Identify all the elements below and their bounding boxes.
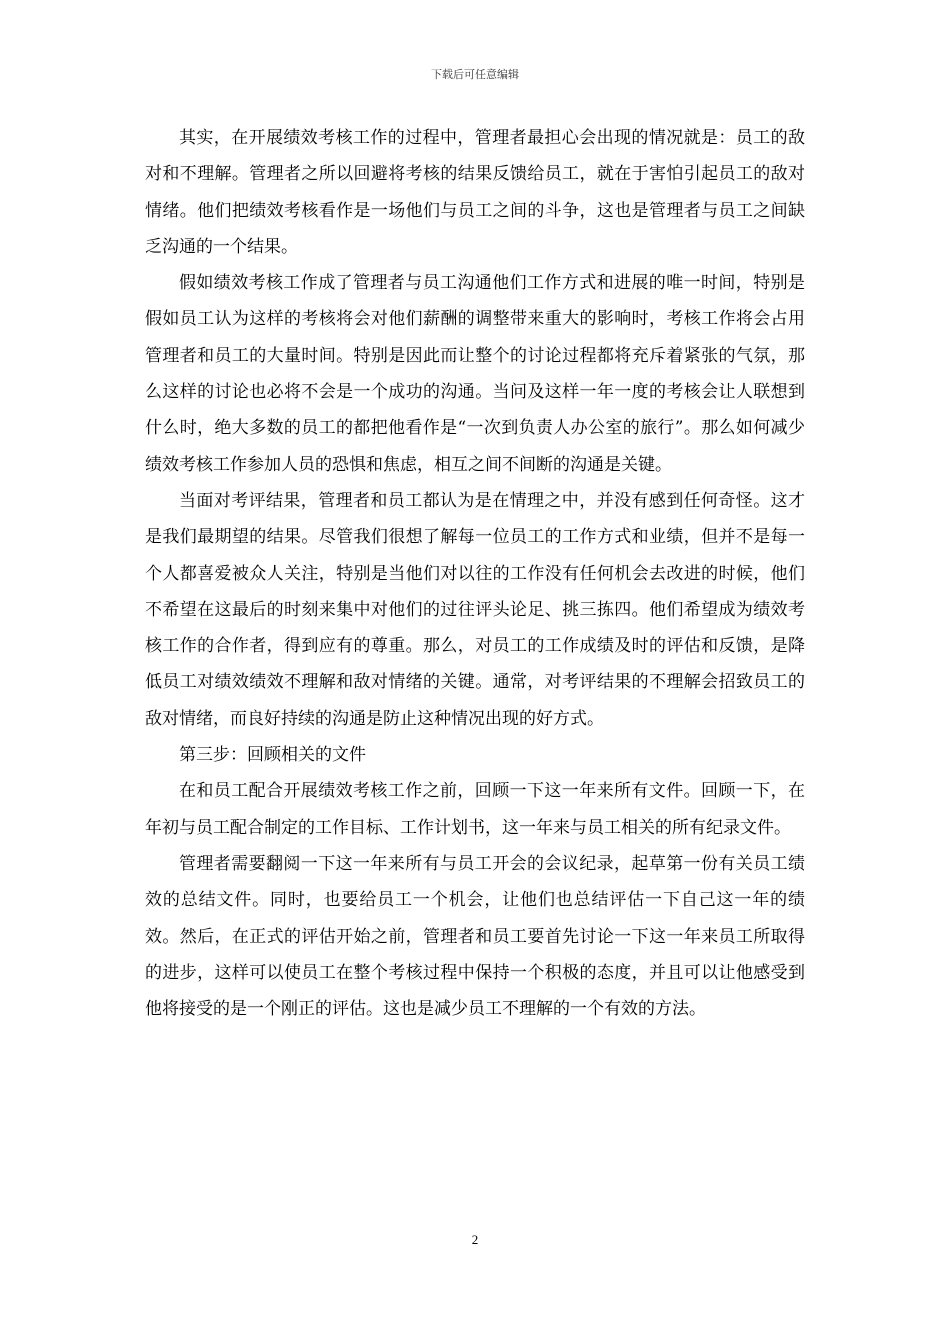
paragraph-4: 在和员工配合开展绩效考核工作之前，回顾一下这一年来所有文件。回顾一下，在年初与员工配合制定的工作目标、工作计划书，这一年来与员工相关的所有纪录文件。 [145, 781, 805, 838]
document-body [145, 120, 805, 1027]
paragraph-3: 当面对考评结果，管理者和员工都认为是在情理之中，并没有感到任何奇怪。这才是我们最期望的结果。尽管我们很想了解每一位员工的工作方式和业绩，但并不是每一个人都喜爱被众人关注，特别是当他们对以往的工作没有任何机会去改进的时候，他们不希望在这最后的时刻来集中对他们的过往评头论足、挑三拣四。他们希望成为绩效考核工作的合作者，得到应有的尊重。那么，对员工的工作成绩及时的评估和反馈，是降低员工对绩效绩效不理解和敌对情绪的关键。通常，对考评结果的不理解会招致员工的敌对情绪，而良好持续的沟通是防止这种情况出现的好方式。 [145, 490, 805, 729]
section-heading-step-3: 第三步：回顾相关的文件 [179, 745, 366, 766]
page-number: 2 [471, 1232, 479, 1247]
paragraph-2: 假如绩效考核工作成了管理者与员工沟通他们工作方式和进展的唯一时间，特别是假如员工认为这样的考核将会对他们薪酬的调整带来重大的影响时，考核工作将会占用管理者和员工的大量时间。特别是因此而让整个的讨论过程都将充斥着紧张的气氛，那么这样的讨论也必将不会是一个成功的沟通。当问及这样一年一度的考核会让人联想到什么时，绝大多数的员工的都把他看作是“一次到负责人办公室的旅行”。那么如何减少绩效考核工作参加人员的恐惧和焦虑，相互之间不间断的沟通是关键。 [145, 273, 805, 475]
paragraph-1: 其实，在开展绩效考核工作的过程中，管理者最担心会出现的情况就是：员工的敌对和不理解。管理者之所以回避将考核的结果反馈给员工，就在于害怕引起员工的敌对情绪。他们把绩效考核看作是一场他们与员工之间的斗争，这也是管理者与员工之间缺乏沟通的一个结果。 [145, 128, 805, 257]
paragraph-5: 管理者需要翻阅一下这一年来所有与员工开会的会议纪录，起草第一份有关员工绩效的总结文件。同时，也要给员工一个机会，让他们也总结评估一下自己这一年的绩效。然后，在正式的评估开始之前，管理者和员工要首先讨论一下这一年来员工所取得的进步，这样可以使员工在整个考核过程中保持一个积极的态度，并且可以让他感受到他将接受的是一个刚正的评估。这也是减少员工不理解的一个有效的方法。 [145, 853, 805, 1020]
page-header: 下载后可任意编辑 [431, 68, 519, 81]
